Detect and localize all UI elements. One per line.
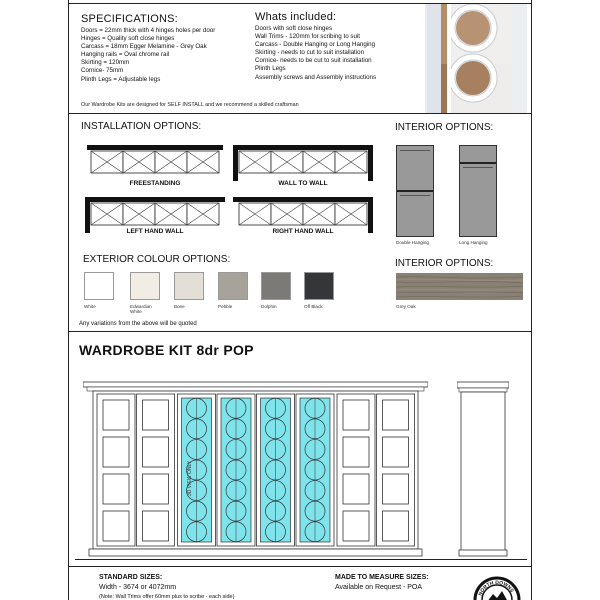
door-panel (103, 474, 129, 504)
included-line: Assembly screws and Assembly instructions (255, 73, 377, 81)
right-hand-wall-label: RIGHT HAND WALL (272, 228, 334, 235)
swatch-label: Edwardian White (130, 304, 152, 314)
standard-sizes-heading: STANDARD SIZES: (99, 574, 163, 581)
door-panel (383, 437, 409, 467)
vertical-view-label: 3D VIEW ONLY (187, 460, 193, 496)
door-panel (103, 400, 129, 430)
included-line: Skirting - needs to cut to suit installation (255, 49, 365, 57)
door-panel (143, 400, 169, 430)
spec-line: Skirting = 120mm (81, 59, 130, 67)
interior-heading: INTERIOR OPTIONS: (395, 122, 494, 133)
door-panel (343, 511, 369, 541)
interior-long-hanging (459, 145, 497, 237)
section-rule (69, 331, 531, 332)
spec-line: Cornice- 75mm (81, 67, 124, 75)
grey-oak-label: Grey Oak (396, 304, 416, 309)
wardrobe-side-elevation (457, 380, 509, 560)
grey-oak-swatch (396, 273, 523, 300)
swatch-label: Dolphin (261, 304, 277, 309)
specifications-heading: SPECIFICATIONS: (81, 13, 178, 25)
exterior-heading: EXTERIOR COLOUR OPTIONS: (83, 254, 231, 265)
spec-line: Doors = 22mm thick with 4 hinges holes per door (81, 27, 216, 34)
door-panel (143, 474, 169, 504)
cornice-lower (87, 387, 424, 391)
specifications-list (81, 27, 251, 84)
standard-sizes-note: (Note: Wall Trims offer 60mm plus to scribe - each side) (99, 594, 235, 600)
door-panel (143, 511, 169, 541)
included-line: Plinth Legs (255, 65, 286, 73)
freestanding-label: FREESTANDING (129, 180, 181, 187)
spec-sheet (68, 0, 532, 600)
door-detail-photo (425, 4, 527, 114)
interior-finish-heading: INTERIOR OPTIONS: (395, 258, 494, 269)
swatch-off-black (304, 272, 334, 309)
interior-double-hanging (396, 145, 434, 237)
wall-to-wall-label: WALL TO WALL (278, 180, 328, 187)
door-panel (343, 474, 369, 504)
swatch-pebble (218, 272, 248, 309)
spec-line: Carcass = 18mm Egger Melamine - Grey Oak (81, 43, 207, 51)
wardrobe-front-elevation (83, 378, 428, 562)
north-downs-badge-icon (473, 576, 521, 600)
door-panel (383, 400, 409, 430)
whats-included-list (255, 25, 425, 82)
variations-note: Any variations from the above will be quoted (79, 321, 197, 327)
swatch-label: White (84, 304, 96, 309)
swatch-bone (174, 272, 204, 309)
long-hanging-label: Long Hanging (459, 240, 488, 245)
spec-line: Hanging rails = Oval chrome rail (81, 51, 170, 59)
left-hand-wall-label: LEFT HAND WALL (126, 228, 184, 235)
swatch-label: Bone (174, 304, 185, 309)
door-panel (383, 474, 409, 504)
door-panel (383, 511, 409, 541)
double-hanging-label: Double Hanging (396, 240, 429, 245)
swatch-white (84, 272, 118, 309)
swatch-dolphin (261, 272, 291, 309)
standard-sizes-value: Width - 3674 or 4072mm (99, 584, 177, 591)
spec-line: Hinges = Quality soft close hinges (81, 35, 175, 43)
swatch-edwardian-white (130, 272, 160, 314)
install-note: Our Wardrobe Kits are designed for SELF INSTALL and we recommend a skilled craftsman (81, 102, 299, 108)
product-title: WARDROBE KIT 8dr POP (79, 342, 254, 358)
wardrobe-drawing (83, 378, 428, 562)
included-line: Wall Trims - 120mm for scribing to suit (255, 33, 360, 41)
made-to-measure-heading: MADE TO MEASURE SIZES: (335, 574, 429, 581)
installation-freestanding (87, 145, 223, 179)
included-line: Carcass - Double Hanging or Long Hanging (255, 41, 376, 49)
cornice (83, 382, 428, 387)
exterior-swatch-row (84, 272, 354, 318)
skirting (89, 549, 422, 556)
spec-line: Plinth Legs = Adjustable legs (81, 75, 161, 83)
included-line: Doors with soft close hinges (255, 25, 333, 32)
floor-line (75, 559, 527, 560)
door-panel (143, 437, 169, 467)
badge-text: NORTH DOWNS (477, 579, 515, 597)
installation-wall-to-wall (233, 145, 373, 181)
swatch-label: Off Black (304, 304, 323, 309)
door-panel (343, 400, 369, 430)
included-line: Cornice- needs to be cut to suit installation (255, 57, 372, 65)
swatch-label: Pebble (218, 304, 233, 309)
door-panel (103, 511, 129, 541)
door-panel (343, 437, 369, 467)
whats-included-heading: Whats included: (255, 11, 337, 23)
installation-heading: INSTALLATION OPTIONS: (81, 121, 202, 132)
section-rule (69, 566, 531, 567)
made-to-measure-value: Available on Request - POA (335, 584, 423, 591)
door-panel (103, 437, 129, 467)
section-rule (69, 113, 531, 114)
